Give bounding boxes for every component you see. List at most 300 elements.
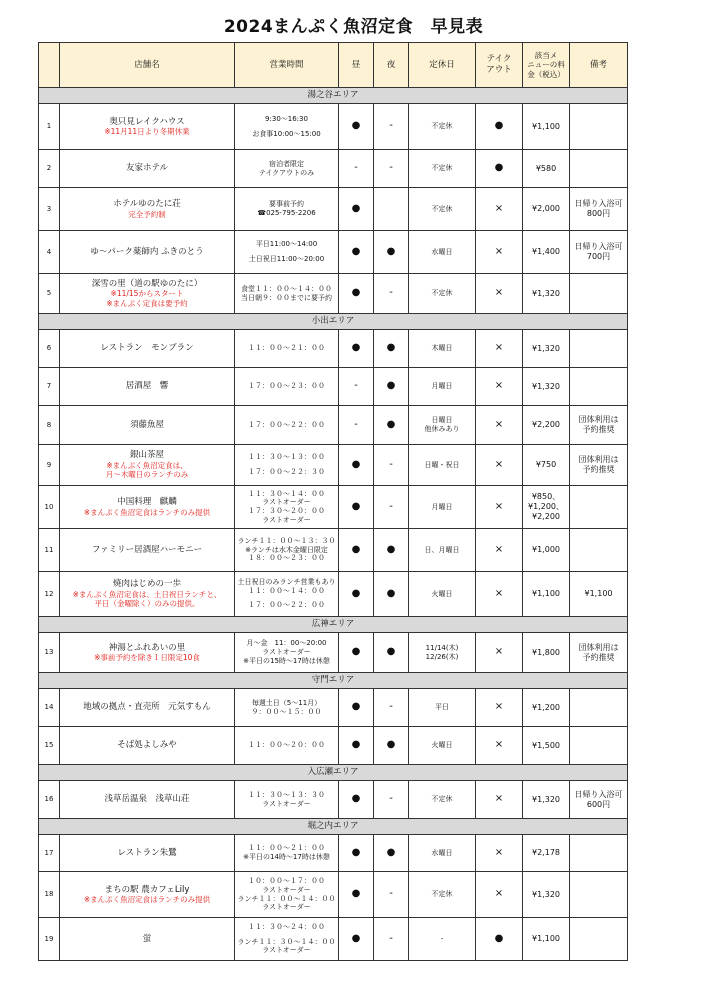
dinner-mark-line: -: [389, 287, 393, 299]
lunch-mark: [339, 781, 374, 819]
header-takeout: テイク アウト: [476, 43, 523, 88]
closed-days-line: 不定休: [431, 890, 453, 899]
price-line: ¥1,400: [532, 247, 560, 256]
row-number: [39, 918, 60, 961]
shop-name: 蛍: [142, 933, 152, 944]
takeout-mark-line: ×: [494, 458, 504, 470]
takeout-mark: [476, 486, 523, 529]
header-hours: 営業時間: [235, 43, 339, 88]
dinner-mark: [374, 689, 409, 727]
dinner-mark-line: ●: [386, 245, 396, 257]
dinner-mark-line: -: [389, 701, 393, 713]
closed-days-line: 火曜日: [431, 589, 453, 598]
closed-days: [409, 872, 476, 918]
notes-line: 日帰り入浴可: [574, 199, 623, 208]
closed-days-line: 11/14(木): [425, 643, 459, 652]
table-row: [39, 727, 628, 765]
price-line: ¥2,200: [532, 512, 560, 521]
takeout-mark: [476, 406, 523, 445]
row-number: [39, 368, 60, 406]
lunch-mark: [339, 835, 374, 872]
area-row: [39, 88, 628, 104]
dinner-mark: [374, 727, 409, 765]
dinner-mark-line: ●: [386, 342, 396, 354]
row-number: [39, 572, 60, 617]
dinner-mark: [374, 781, 409, 819]
closed-days-line: 不定休: [431, 122, 453, 131]
dinner-mark: [374, 918, 409, 961]
notes-line: 団体利用は: [578, 415, 619, 424]
hours-line: ラストオーダー: [262, 515, 311, 524]
shop-name: ホテルゆのたに荘: [113, 199, 181, 209]
closed-days: [409, 486, 476, 529]
notes: [570, 872, 628, 918]
takeout-mark: [476, 529, 523, 572]
row-number-line: 9: [46, 460, 52, 469]
closed-days-line: 木曜日: [431, 344, 453, 353]
shop-name-cell: [60, 104, 235, 150]
row-number: [39, 231, 60, 274]
hours-cell: [235, 104, 339, 150]
takeout-mark-line: ×: [494, 418, 504, 430]
takeout-mark-line: ●: [494, 162, 504, 174]
closed-days: [409, 150, 476, 188]
dinner-mark: [374, 486, 409, 529]
table-row: [39, 368, 628, 406]
closed-days-line: 日、月曜日: [424, 545, 460, 554]
row-number: [39, 872, 60, 918]
table-row: [39, 231, 628, 274]
hours-line: 食堂１１：００～１４：００: [241, 284, 332, 293]
dinner-mark: [374, 188, 409, 231]
takeout-mark: [476, 835, 523, 872]
takeout-mark: [476, 274, 523, 314]
shop-name: 銀山茶屋: [129, 450, 164, 461]
price: [523, 368, 570, 406]
takeout-mark-line: ×: [494, 287, 504, 299]
closed-days: [409, 727, 476, 765]
takeout-mark: [476, 633, 523, 673]
price: [523, 150, 570, 188]
hours-cell: [235, 406, 339, 445]
dinner-mark-line: ●: [386, 380, 396, 392]
table-row: [39, 330, 628, 368]
dinner-mark-line: ●: [386, 846, 396, 858]
shop-name-cell: [60, 689, 235, 727]
table-row: [39, 918, 628, 961]
notes: [570, 572, 628, 617]
dinner-mark: [374, 529, 409, 572]
row-number-line: 7: [46, 382, 52, 391]
lunch-mark-line: ●: [351, 202, 361, 214]
price-line: ¥1,000: [532, 545, 560, 554]
area-name: 守門エリア: [39, 673, 628, 689]
takeout-mark: [476, 231, 523, 274]
lunch-mark: [339, 572, 374, 617]
price: [523, 689, 570, 727]
quick-reference-table: [38, 42, 628, 961]
shop-name: 神湯とふれあいの里: [108, 642, 186, 653]
hours-cell: [235, 727, 339, 765]
closed-days: [409, 633, 476, 673]
price-line: ¥1,100: [532, 121, 560, 131]
shop-name-cell: [60, 872, 235, 918]
closed-days-line: 不定休: [431, 204, 453, 213]
table-row: [39, 445, 628, 486]
price-line: ¥2,000: [532, 204, 560, 213]
notes-line: 団体利用は: [578, 642, 619, 652]
table-row: [39, 689, 628, 727]
closed-days-line: 水曜日: [431, 247, 453, 256]
lunch-mark-line: ●: [351, 500, 361, 512]
closed-days-line: 日曜日: [431, 416, 453, 425]
notes: [570, 633, 628, 673]
notes-line: 日帰り入浴可: [574, 789, 623, 799]
price-line: ¥1,200、: [528, 502, 564, 511]
row-number: [39, 104, 60, 150]
takeout-mark: [476, 572, 523, 617]
hours-line: ラストオーダー: [262, 498, 311, 507]
shop-note-red: 平日（金曜除く）のみの提供。: [94, 599, 200, 609]
dinner-mark: [374, 231, 409, 274]
shop-note-red: ※まんぷく魚沼定食はランチのみ提供: [83, 895, 211, 905]
price-line: ¥1,320: [532, 288, 560, 298]
row-number-line: 6: [46, 344, 52, 353]
hours-line: 土日祝日のみランチ営業もあり: [237, 577, 336, 586]
notes-line: 予約推奨: [582, 652, 615, 662]
notes-line: 700円: [586, 252, 611, 261]
area-row: [39, 314, 628, 330]
area-name: 堀之内エリア: [39, 819, 628, 835]
shop-name: 浅草岳温泉 浅草山荘: [104, 794, 190, 805]
dinner-mark-line: ●: [386, 587, 396, 599]
notes-line: 予約推奨: [582, 425, 615, 434]
lunch-mark: [339, 918, 374, 961]
shop-name: ファミリー居酒屋ハーモニー: [91, 544, 203, 555]
lunch-mark-line: ●: [351, 587, 361, 599]
dinner-mark: [374, 330, 409, 368]
notes-line: 800円: [586, 209, 611, 218]
lunch-mark: [339, 330, 374, 368]
dinner-mark: [374, 633, 409, 673]
hours-line: １０：００～１７：００: [248, 877, 325, 885]
notes: [570, 188, 628, 231]
notes: [570, 918, 628, 961]
table-row: [39, 150, 628, 188]
hours-line: ランチ１１：３０～１４：００: [237, 937, 336, 946]
takeout-mark: [476, 872, 523, 918]
closed-days-line: 日曜・祝日: [424, 460, 460, 469]
dinner-mark: [374, 368, 409, 406]
hours-cell: [235, 689, 339, 727]
row-number-line: 5: [46, 289, 52, 298]
notes-line: 日帰り入浴可: [574, 242, 623, 251]
notes: [570, 231, 628, 274]
takeout-mark-line: ×: [494, 587, 504, 599]
notes: [570, 727, 628, 765]
price-line: ¥1,320: [532, 381, 560, 391]
lunch-mark: [339, 406, 374, 445]
lunch-mark-line: ●: [351, 543, 361, 555]
takeout-mark-line: ×: [494, 543, 504, 555]
hours-line: ラストオーダー: [262, 799, 311, 808]
row-number-line: 17: [44, 848, 54, 857]
shop-name: ゆ～パーク薬師内 ふきのとう: [90, 246, 204, 257]
lunch-mark: [339, 872, 374, 918]
takeout-mark: [476, 150, 523, 188]
shop-name: まちの駅 農カフェLily: [104, 884, 190, 895]
dinner-mark-line: -: [389, 162, 393, 174]
hours-cell: [235, 572, 339, 617]
shop-name: レストラン モンブラン: [100, 343, 194, 354]
closed-days: [409, 529, 476, 572]
hours-line: ラストオーダー: [262, 903, 311, 912]
dinner-mark: [374, 572, 409, 617]
shop-name-cell: [60, 406, 235, 445]
takeout-mark-line: ×: [494, 342, 504, 354]
dinner-mark-line: -: [389, 120, 393, 132]
notes: [570, 330, 628, 368]
row-number-line: 16: [44, 795, 54, 804]
table-row: [39, 781, 628, 819]
table-row: [39, 835, 628, 872]
shop-note-red: ※事前予約を除き１日限定10食: [94, 653, 200, 663]
price: [523, 445, 570, 486]
price: [523, 872, 570, 918]
notes-line: 600円: [586, 799, 611, 809]
dinner-mark-line: -: [389, 932, 393, 944]
hours-line: ランチ１１：００～１３：３０: [237, 536, 336, 545]
notes: [570, 406, 628, 445]
lunch-mark-line: ●: [351, 120, 361, 132]
price: [523, 633, 570, 673]
price-line: ¥750: [535, 460, 557, 469]
price: [523, 486, 570, 529]
hours-cell: [235, 835, 339, 872]
notes-line: 予約推奨: [582, 465, 615, 474]
hours-line: 当日朝９：００までに要予約: [241, 293, 332, 302]
header-notes: 備考: [570, 43, 628, 88]
lunch-mark-line: ●: [351, 793, 361, 805]
price-line: ¥1,320: [532, 343, 560, 353]
closed-days-line: 平日: [435, 703, 449, 712]
lunch-mark: [339, 231, 374, 274]
lunch-mark-line: -: [354, 162, 358, 174]
price: [523, 835, 570, 872]
closed-days-line: 水曜日: [431, 848, 453, 857]
closed-days-line: 不定休: [431, 795, 453, 804]
closed-days-line: 火曜日: [431, 741, 453, 750]
hours-line: １８：００～２３：００: [248, 554, 325, 563]
lunch-mark: [339, 274, 374, 314]
shop-name: 奥只見レイクハウス: [109, 116, 185, 127]
lunch-mark: [339, 104, 374, 150]
lunch-mark: [339, 188, 374, 231]
lunch-mark: [339, 689, 374, 727]
shop-note-red: ※まんぷく定食は要予約: [106, 298, 188, 308]
closed-days-line: 不定休: [431, 164, 453, 173]
hours-line: １１：００～２０：００: [248, 741, 325, 750]
lunch-mark-line: ●: [351, 342, 361, 354]
notes: [570, 835, 628, 872]
row-number-line: 12: [44, 589, 54, 598]
takeout-mark-line: ×: [494, 793, 504, 805]
row-number: [39, 486, 60, 529]
dinner-mark: [374, 835, 409, 872]
price-line: ¥2,200: [532, 420, 560, 429]
shop-name-cell: [60, 368, 235, 406]
notes: [570, 529, 628, 572]
hours-line: １１：００～１４：００: [248, 586, 325, 595]
closed-days: [409, 918, 476, 961]
hours-cell: [235, 486, 339, 529]
hours-cell: [235, 150, 339, 188]
lunch-mark-line: ●: [351, 646, 361, 658]
row-number: [39, 689, 60, 727]
shop-name: レストラン朱鷺: [117, 847, 177, 858]
closed-days: [409, 445, 476, 486]
notes-line: 団体利用は: [578, 455, 619, 464]
price: [523, 529, 570, 572]
hours-line: ９：００～１５：００: [251, 707, 322, 716]
closed-days: [409, 835, 476, 872]
row-number-line: 8: [46, 420, 52, 429]
row-number: [39, 330, 60, 368]
header-no: [39, 43, 60, 88]
price: [523, 104, 570, 150]
header-price: 該当メ ニューの料 金（税込）: [523, 43, 570, 88]
lunch-mark-line: -: [354, 380, 358, 392]
hours-line: ☎025-795-2206: [257, 209, 316, 217]
price: [523, 572, 570, 617]
header-dinner: 夜: [374, 43, 409, 88]
row-number-line: 19: [44, 934, 54, 943]
shop-name: 居酒屋 響: [125, 381, 169, 392]
takeout-mark-line: ×: [494, 380, 504, 392]
closed-days-line: 月曜日: [431, 382, 453, 391]
hours-line: ※平日の15時～17時は休憩: [243, 656, 330, 665]
price: [523, 231, 570, 274]
shop-name: そば処よしみや: [117, 740, 177, 751]
takeout-mark: [476, 918, 523, 961]
closed-days: [409, 274, 476, 314]
price-line: ¥1,320: [532, 794, 560, 804]
dinner-mark-line: ●: [386, 739, 396, 751]
lunch-mark-line: ●: [351, 888, 361, 900]
table-row: [39, 572, 628, 617]
hours-line: 9:30～16:30: [265, 114, 308, 123]
lunch-mark: [339, 445, 374, 486]
takeout-mark: [476, 188, 523, 231]
price-line: ¥580: [535, 163, 557, 173]
hours-line: お食事10:00～15:00: [252, 129, 321, 138]
closed-days-line: 他休みあり: [424, 425, 460, 433]
hours-cell: [235, 781, 339, 819]
shop-name-cell: [60, 781, 235, 819]
notes: [570, 689, 628, 727]
price: [523, 918, 570, 961]
price: [523, 727, 570, 765]
header-row: [39, 43, 628, 88]
hours-line: １１：３０～２４：００: [248, 922, 325, 931]
lunch-mark: [339, 727, 374, 765]
row-number-line: 3: [46, 204, 52, 213]
shop-name-cell: [60, 188, 235, 231]
table-row: [39, 633, 628, 673]
closed-days: [409, 188, 476, 231]
shop-name-cell: [60, 445, 235, 486]
closed-days: [409, 330, 476, 368]
hours-line: １１：３０～１３：００: [248, 453, 325, 462]
takeout-mark-line: ×: [494, 739, 504, 751]
hours-line: １７：３０～２０：００: [248, 507, 325, 515]
shop-note-red: ※11月11日より冬期休業: [104, 127, 190, 137]
hours-line: 宿泊者限定: [269, 159, 304, 168]
area-row: [39, 819, 628, 835]
row-number: [39, 727, 60, 765]
shop-name-cell: [60, 918, 235, 961]
hours-cell: [235, 231, 339, 274]
closed-days-line: 月曜日: [431, 502, 453, 511]
lunch-mark-line: ●: [351, 287, 361, 299]
price-line: ¥1,100: [532, 589, 560, 598]
table-row: [39, 529, 628, 572]
header-closed-days: 定休日: [409, 43, 476, 88]
shop-name: 深雪の里（道の駅ゆのたに）: [91, 278, 203, 289]
lunch-mark: [339, 633, 374, 673]
price: [523, 330, 570, 368]
shop-name-cell: [60, 529, 235, 572]
area-name: 小出エリア: [39, 314, 628, 330]
row-number-line: 14: [44, 703, 54, 712]
row-number-line: 4: [46, 247, 52, 256]
hours-line: 土日祝日11:00～20:00: [248, 255, 325, 263]
notes: [570, 274, 628, 314]
table-row: [39, 872, 628, 918]
shop-note-red: ※まんぷく魚沼定食はランチのみ提供: [83, 507, 211, 517]
area-row: [39, 765, 628, 781]
row-number: [39, 529, 60, 572]
hours-line: 毎週土日（5～11月）: [251, 698, 322, 707]
hours-line: 平日11:00～14:00: [255, 240, 318, 249]
shop-note-red: 月～木曜日のランチのみ: [105, 470, 189, 480]
hours-cell: [235, 330, 339, 368]
takeout-mark: [476, 445, 523, 486]
lunch-mark-line: ●: [351, 932, 361, 944]
area-name: 湯之谷エリア: [39, 88, 628, 104]
price-line: ¥1,200: [532, 702, 560, 712]
shop-name-cell: [60, 330, 235, 368]
lunch-mark-line: -: [354, 418, 358, 430]
takeout-mark: [476, 104, 523, 150]
row-number: [39, 274, 60, 314]
shop-name: 地域の拠点・直売所 元気すもん: [83, 702, 211, 713]
hours-cell: [235, 529, 339, 572]
shop-name: 焼肉はじめの一歩: [112, 579, 181, 590]
hours-line: 要事前予約: [269, 200, 304, 209]
hours-line: １７：００～２３：００: [248, 382, 325, 391]
price-line: ¥1,500: [532, 740, 560, 750]
row-number: [39, 406, 60, 445]
shop-name: 須藤魚屋: [129, 419, 164, 430]
notes: [570, 781, 628, 819]
hours-cell: [235, 445, 339, 486]
takeout-mark-line: ●: [494, 120, 504, 132]
lunch-mark: [339, 529, 374, 572]
takeout-mark: [476, 689, 523, 727]
takeout-mark: [476, 781, 523, 819]
notes: [570, 445, 628, 486]
